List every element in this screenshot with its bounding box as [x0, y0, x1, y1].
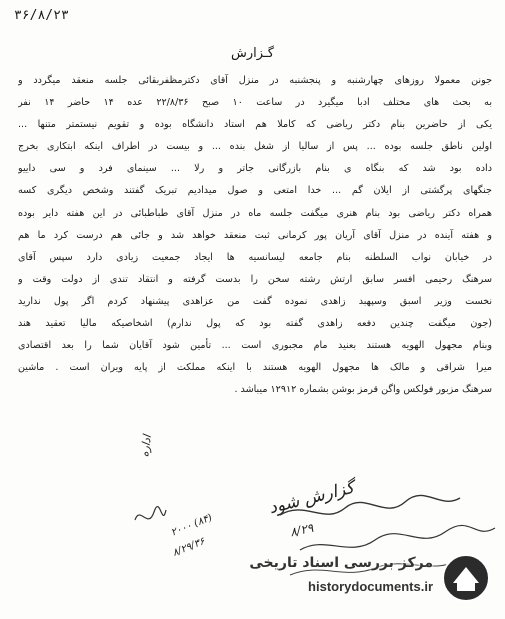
report-line: سرهنگ مزبور فولکس واگن قرمز بوشن بشماره ۱۲۹۱۲ میباشد . — [234, 384, 492, 396]
document-title: گـزارش — [231, 46, 274, 61]
watermark-text: مرکز بررسی اسناد تاریخی — [249, 555, 433, 571]
report-line: جنگهای پرگشتی از ایلان گم ... خدا امتعی و صول میدادیم تبریک گفتند وشخص دیگری کسه — [18, 185, 492, 197]
handwritten-code: ۲۰۰۰ (۸۴) — [169, 512, 214, 539]
watermark-url: historydocuments.ir — [308, 579, 433, 594]
report-line: (جون میگفت چندین دفعه زاهدی گفته بود که پول ندارم) اشخاصیکه مالیا تعقید هند — [18, 318, 492, 330]
report-line: همراه دکتر ریاضی بود بنام هنری میگفت جلسه ماه در منزل آقای طباطبائی در این هفته دایر بوده — [18, 207, 492, 219]
handwritten-signature: گزارش شود — [266, 477, 357, 519]
report-line: در خیابان نواب السلطنه بنام جامعه لیسانسیه ها ایجاد جمعیت زیادی دارد سپس آقای — [18, 251, 492, 263]
archive-watermark — [197, 549, 497, 609]
report-line: یکی از حاضرین بنام دکتر ریاضی که کاملا هم استاد دانشگاه بوده و تقویم نیستمتر متنها ... — [18, 119, 492, 131]
report-line: سرهنگ رحیمی افسر سابق ارتش رشته سخن را بدست گرفته و انتقاد تندی از دولت وقت و — [18, 273, 492, 285]
handwritten-date-secondary: ۸/۲۹/۳۶ — [171, 536, 207, 559]
report-line: اولین ناطق جلسه بوده ... پس از سالیا از شغل بنده ... و بیست در اطراف اینکه ابتکاری بخرج — [18, 141, 492, 153]
report-line: جونن معمولا روزهای چهارشنبه و پنجشنبه در منزل آقای دکترمظفربقائی جلسه منعقد میگردد و — [18, 75, 492, 86]
report-line: نخست وزیر اسبق وسپهبد زاهدی نموده گفت من عزاهدی پیشنهاد کردم اگر پول ندارید — [18, 295, 492, 307]
report-line: و هفته آینده در منزل آقای آریان پور کرمانی ثبت منعقد خواهد شد و جائی هم درست کرد ما هم — [18, 229, 492, 241]
margin-note-handwriting: اداره — [138, 434, 154, 458]
report-body — [18, 70, 492, 401]
archive-logo-icon — [441, 553, 491, 603]
handwritten-date: ۸/۲۹ — [288, 520, 315, 540]
report-line: داده بود شد که بنگاه ی بنام بازرگانی جاتر و رلا ... سینمای فرد و سی داییو — [18, 163, 492, 175]
report-line: به بحث های مختلف ادبا میگیرد در ساعت ۱۰ صبح ۲۲/۸/۳۶ عده ۱۴ حاضر ۱۴ نفر — [18, 97, 492, 109]
document-date: ۳۶/۸/۲۳ — [14, 8, 69, 23]
report-line: وبنام مجهول الهویه هستند بعنید مام مجبوری است ... تأمین شود آقایان شما را بعد اقتصادی — [18, 340, 492, 352]
report-line: میرا شراقی و مالک ها مجهول الهویه هستند با اینکه مملکت از پایه ویران است . ماشین — [18, 362, 492, 374]
